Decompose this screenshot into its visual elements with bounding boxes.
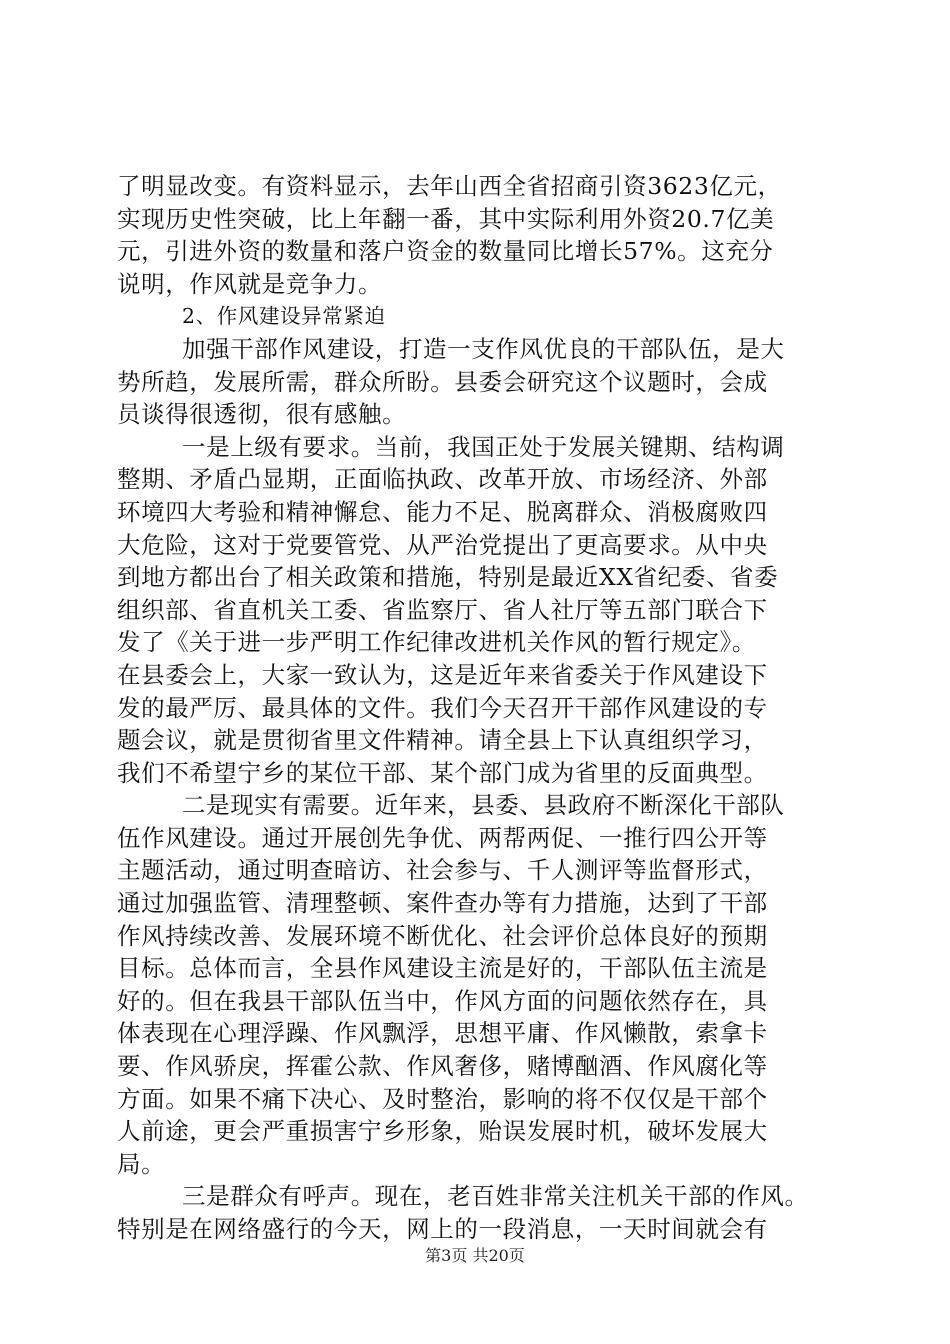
- text-line: 整期、矛盾凸显期，正面临执政、改革开放、市场经济、外部: [117, 465, 768, 494]
- text-line: 特别是在网络盛行的今天，网上的一段消息，一天时间就会有: [117, 1215, 768, 1243]
- paragraph-first-line: 二是现实有需要。近年来，县委、县政府不断深化干部队: [182, 791, 785, 820]
- text-line: 主题活动，通过明查暗访、社会参与、千人测评等监督形式，: [117, 856, 768, 885]
- paragraph-first-line: 三是群众有呼声。现在，老百姓非常关注机关干部的作风。: [182, 1182, 809, 1211]
- text-line: 好的。但在我县干部队伍当中，作风方面的问题依然存在，具: [117, 986, 768, 1015]
- text-line: 势所趋，发展所需，群众所盼。县委会研究这个议题时，会成: [117, 367, 768, 396]
- text-line: 体表现在心理浮躁、作风飘浮，思想平庸、作风懒散，索拿卡: [117, 1019, 768, 1048]
- text-line: 到地方都出台了相关政策和措施，特别是最近XX省纪委、省委: [117, 563, 779, 592]
- text-line: 了明显改变。有资料显示，去年山西全省招商引资3623亿元，: [117, 172, 782, 200]
- text-line: 发的最严厉、最具体的文件。我们今天召开干部作风建设的专: [117, 693, 768, 722]
- text-line: 大危险，这对于党要管党、从严治党提出了更高要求。从中央: [117, 530, 768, 559]
- text-line: 方面。如果不痛下决心、及时整治，影响的将不仅仅是干部个: [117, 1084, 768, 1113]
- paragraph-first-line: 加强干部作风建设，打造一支作风优良的干部队伍，是大: [182, 334, 785, 363]
- text-line: 目标。总体而言，全县作风建设主流是好的，干部队伍主流是: [117, 954, 768, 983]
- text-line: 环境四大考验和精神懈怠、能力不足、脱离群众、消极腐败四: [117, 497, 768, 526]
- document-body: [117, 170, 833, 1246]
- text-line: 在县委会上，大家一致认为，这是近年来省委关于作风建设下: [117, 660, 768, 689]
- text-line: 发了《关于进一步严明工作纪律改进机关作风的暂行规定》。: [117, 628, 756, 657]
- text-line: 人前途，更会严重损害宁乡形象，贻误发展时机，破坏发展大: [117, 1117, 768, 1146]
- text-line: 题会议，就是贯彻省里文件精神。请全县上下认真组织学习，: [117, 726, 768, 755]
- text-line: 我们不希望宁乡的某位干部、某个部门成为省里的反面典型。: [117, 758, 768, 787]
- text-line: 说明，作风就是竞争力。: [117, 269, 383, 298]
- text-line: 实现历史性突破，比上年翻一番，其中实际利用外资20.7亿美: [117, 204, 775, 233]
- section-heading: 2、作风建设异常紧迫: [182, 304, 386, 329]
- text-line: 要、作风骄戾，挥霍公款、作风奢侈，赌博酗酒、作风腐化等: [117, 1052, 768, 1081]
- text-line: 员谈得很透彻，很有感触。: [117, 400, 407, 429]
- text-line: 组织部、省直机关工委、省监察厅、省人社厅等五部门联合下: [117, 595, 768, 624]
- text-line: 元，引进外资的数量和落户资金的数量同比增长57%。这充分: [117, 237, 774, 266]
- text-line: 作风持续改善、发展环境不断优化、社会评价总体良好的预期: [117, 921, 768, 950]
- page-number: 第3页 共20页: [425, 1246, 525, 1265]
- text-line: 伍作风建设。通过开展创先争优、两帮两促、一推行四公开等: [117, 823, 768, 852]
- text-line: 局。: [117, 1149, 166, 1178]
- text-line: 通过加强监管、清理整顿、案件查办等有力措施，达到了干部: [117, 889, 768, 918]
- paragraph-first-line: 一是上级有要求。当前，我国正处于发展关键期、结构调: [182, 432, 785, 461]
